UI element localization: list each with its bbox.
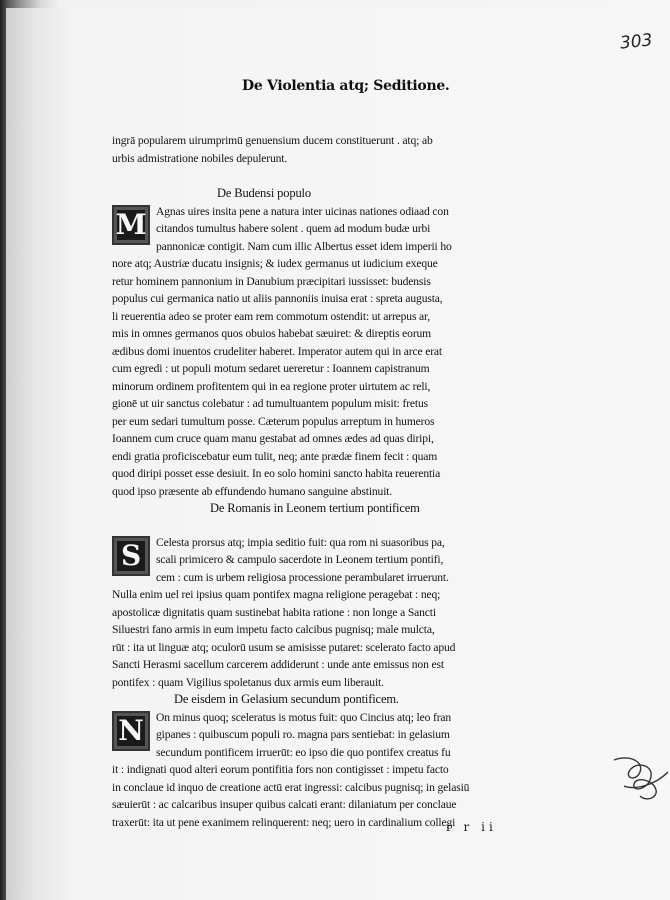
text-line: mis in omnes germanos quos obuios habebat sæuiret: & direptis eorum [112,327,432,340]
text-line: Nulla enim uel rei ipsius quam pontifex magna religione peragebat : neq; [112,588,441,601]
decorated-initial: S [112,536,150,576]
decorated-initial: N [112,711,150,751]
book-page [6,8,670,900]
section-heading: De eisdem in Gelasium secundum pontificem. [174,692,399,706]
decorated-initial: M [112,205,150,245]
text-line: traxerūt: ita ut pene exanimem relinquerent: neq; uero in cardinalium collegi [112,815,456,829]
running-head: De Violentia atq; Seditione. [242,78,450,94]
text-line: Agnas uires insita pene a natura inter uicinas nationes odiaad con [156,204,449,218]
text-line: in conclaue id inquo de creatione actū erat ingressi: calcibus pugnisq; in gelasiū [112,780,470,794]
text-line: Celesta prorsus atq; impia seditio fuit: qua rom ni suasoribus pa, [156,535,445,549]
text-line: Sancti Herasmi sacellum carcerem addiderunt : unde ante emissus non est [112,658,444,671]
text-line: ingrā popularem uirumprimū genuensium ducem constituerunt . atq; ab [112,134,433,147]
page-number: 303 [618,30,653,54]
text-line: On minus quoq; sceleratus is motus fuit: quo Cincius atq; leo fran [156,710,452,724]
text-line: Siluestri fano armis in eum impetu facto calcibus pugnisq; male mulcta, [112,623,435,636]
section-romanis-leonem [112,534,522,692]
text-line: minorum ordinem profitentem qui in ea regione proter uirtutem ac reli, [112,379,431,393]
signature-mark: r r ii [446,820,497,834]
text-line: it : indignati quod alteri eorum pontifitia fors non contigisset : impetu facto [112,763,449,776]
text-line: gipanes : quibuscum populi ro. magna pars sentiebat: in gelasium [156,728,450,741]
text-line: gionē ut uir sanctus colebatur : ad tumultuantem populum misit: fretus [112,397,428,410]
text-line: ædibus domi inuentos crudeliter haberet. Imperator autem qui in arce erat [112,344,442,358]
text-line: citandos tumultus habere solent . quem ad modum budæ urbi [156,222,431,235]
text-line: li reuerentia adeo se proter eam rem commotum ostendit: ut arrepus ar, [112,309,431,323]
text-line: rūt : ita ut linguæ atq; oculorū usum se amisisse putaret: scelerato facto apud [112,640,456,654]
text-line: pontifex : quam Vigilius spoletanus dux armis eum liberauit. [112,675,384,689]
text-line: nore atq; Austriæ ducatu insignis; & iudex germanus ut iudicium exeque [112,257,438,270]
text-line: quod diripi posset esse desiuit. In eo solo homini sancto habita reuerentia [112,467,441,480]
text-line: apostolicæ dignitatis quam sustinebat habita ratione : non longe a Sancti [112,605,436,619]
section-heading: De Romanis in Leonem tertium pontificem [210,501,420,515]
text-line: pannonicæ contigit. Nam cum illic Albertus esset idem imperii ho [156,239,452,253]
text-line: cem : cum is urbem religiosa processione perambularet irruerunt. [156,570,449,584]
text-line: populus cui germanica natio ut aliis pannoniis inuisa erat : spreta augusta, [112,292,443,305]
text-line: secundum pontificem irruerūt: eo ipso die quo pontifex creatus fu [156,745,451,759]
text-line: retur hominem pannonium in Danubium præcipitari iussisset: budensis [112,274,431,288]
text-line: cum egredi : ut populi motum sedaret uereretur : Ioannem capistranum [112,362,430,375]
text-line: urbis admistratione nobiles depulerunt. [112,151,288,165]
text-line: per eum sedari tumultum posse. Cæterum populus arreptum in humeros [112,414,435,428]
section-heading: De Budensi populo [217,186,311,200]
text-line: scali primicero & campulo sacerdote in Leonem tertium pontifi, [156,553,444,566]
section-budensi [112,203,522,501]
main-text [112,132,522,831]
marginal-flourish-icon [610,750,670,806]
text-line: sæuierūt : ac calcaribus insuper quibus calcati erant: dilaniatum per conclaue [112,798,457,811]
text-line: endi gratia proficiscebatur eum tulit, neq; ante prædæ finem fecit : quam [112,449,438,463]
section-gelasium [112,709,522,832]
text-line: Ioannem cum cruce quam manu gestabat ad omnes ædes ad quas diripi, [112,432,434,445]
text-line: quod ipso præsente ab effundendo humano sanguine abstinuit. [112,484,393,498]
